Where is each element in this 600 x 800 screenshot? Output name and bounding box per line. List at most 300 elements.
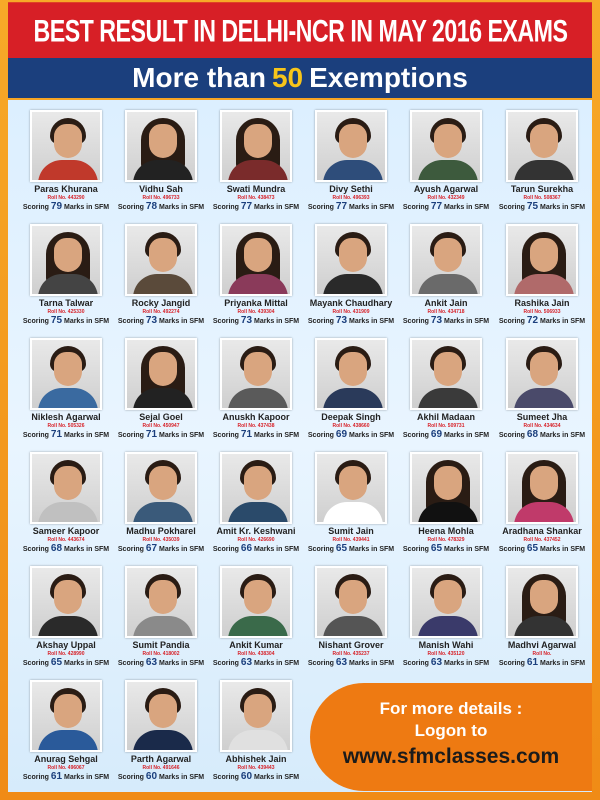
score-line (398, 543, 494, 555)
photo-face (149, 124, 177, 158)
student-card (494, 566, 590, 678)
student-photo (506, 110, 578, 182)
score-value: 71 (240, 429, 253, 440)
student-photo (30, 338, 102, 410)
score-prefix: Scoring (402, 204, 429, 211)
student-photo (410, 110, 482, 182)
score-value: 61 (50, 771, 63, 782)
student-card (494, 452, 590, 564)
student-card (208, 338, 304, 450)
student-photo (220, 110, 292, 182)
student-name: Akshay Uppal (36, 640, 96, 650)
student-card (18, 110, 114, 222)
score-suffix: Marks in SFM (158, 318, 205, 325)
roll-number: Roll No. 438473 (237, 195, 275, 201)
score-suffix: Marks in SFM (253, 546, 300, 553)
student-card (208, 566, 304, 678)
student-card (18, 566, 114, 678)
score-value: 78 (145, 201, 158, 212)
student-card (303, 338, 399, 450)
roll-number: Roll No. 435120 (427, 651, 465, 657)
student-name: Madhu Pokharel (126, 526, 196, 536)
score-suffix: Marks in SFM (539, 660, 586, 667)
student-photo (506, 452, 578, 524)
score-suffix: Marks in SFM (63, 660, 110, 667)
score-line (303, 543, 399, 555)
photo-face (434, 580, 462, 614)
score-value: 73 (240, 315, 253, 326)
student-card (208, 452, 304, 564)
roll-number: Roll No. 434634 (523, 423, 561, 429)
student-photo (410, 224, 482, 296)
photo-face (530, 238, 558, 272)
roll-number: Roll No. 418002 (142, 651, 180, 657)
score-value: 63 (335, 657, 348, 668)
photo-face (339, 124, 367, 158)
student-name: Parth Agarwal (130, 754, 192, 764)
student-card (208, 680, 304, 792)
score-suffix: Marks in SFM (158, 774, 205, 781)
student-photo (30, 110, 102, 182)
score-value: 61 (526, 657, 539, 668)
student-name: Akhil Madaan (416, 412, 475, 422)
photo-face (54, 694, 82, 728)
score-value: 75 (526, 201, 539, 212)
score-value: 69 (335, 429, 348, 440)
details-line-2: Logon to (414, 721, 488, 740)
student-photo (506, 338, 578, 410)
roll-number: Roll No. 443674 (47, 537, 85, 543)
roll-number: Roll No. 435039 (142, 537, 180, 543)
roll-number: Roll No. 492274 (142, 309, 180, 315)
score-value: 71 (145, 429, 158, 440)
score-line (113, 315, 209, 327)
score-prefix: Scoring (307, 204, 334, 211)
student-photo (30, 452, 102, 524)
score-prefix: Scoring (22, 774, 49, 781)
student-card (113, 566, 209, 678)
score-prefix: Scoring (212, 774, 239, 781)
score-prefix: Scoring (22, 204, 49, 211)
student-photo (125, 566, 197, 638)
student-photo (410, 338, 482, 410)
score-value: 77 (430, 201, 443, 212)
score-suffix: Marks in SFM (443, 660, 490, 667)
score-line (18, 429, 114, 441)
score-prefix: Scoring (22, 432, 49, 439)
score-prefix: Scoring (22, 660, 49, 667)
score-prefix: Scoring (498, 432, 525, 439)
roll-number: Roll No. 506933 (523, 309, 561, 315)
score-suffix: Marks in SFM (348, 318, 395, 325)
score-suffix: Marks in SFM (443, 432, 490, 439)
roll-number: Roll No. 491646 (142, 765, 180, 771)
score-line (113, 201, 209, 213)
subheadline-prefix: More than (132, 62, 266, 93)
photo-face (244, 694, 272, 728)
score-value: 65 (50, 657, 63, 668)
score-prefix: Scoring (117, 774, 144, 781)
student-photo (125, 110, 197, 182)
score-value: 60 (145, 771, 158, 782)
photo-face (434, 352, 462, 386)
score-suffix: Marks in SFM (253, 432, 300, 439)
student-name: Sameer Kapoor (32, 526, 100, 536)
student-photo (125, 338, 197, 410)
roll-number: Roll No. 443290 (47, 195, 85, 201)
student-card (494, 338, 590, 450)
student-name: Tarna Talwar (38, 298, 94, 308)
photo-face (244, 238, 272, 272)
roll-number: Roll No. 439443 (237, 765, 275, 771)
student-photo (315, 566, 387, 638)
score-value: 63 (240, 657, 253, 668)
student-name: Sumit Pandia (132, 640, 190, 650)
student-name: Abhishek Jain (225, 754, 287, 764)
score-line (494, 429, 590, 441)
roll-number: Roll No. 439304 (237, 309, 275, 315)
score-prefix: Scoring (498, 204, 525, 211)
subheadline-banner (8, 58, 592, 98)
student-name: Sejal Goel (139, 412, 183, 422)
score-value: 79 (50, 201, 63, 212)
student-card (398, 566, 494, 678)
student-photo (220, 566, 292, 638)
score-prefix: Scoring (402, 432, 429, 439)
score-prefix: Scoring (498, 318, 525, 325)
student-name: Madhvi Agarwal (507, 640, 577, 650)
score-suffix: Marks in SFM (253, 660, 300, 667)
student-photo (125, 680, 197, 752)
score-suffix: Marks in SFM (443, 318, 490, 325)
student-photo (506, 566, 578, 638)
student-card (208, 224, 304, 336)
roll-number: Roll No. 478329 (427, 537, 465, 543)
score-suffix: Marks in SFM (443, 546, 490, 553)
score-line (494, 543, 590, 555)
score-prefix: Scoring (307, 432, 334, 439)
score-prefix: Scoring (117, 318, 144, 325)
student-photo (410, 566, 482, 638)
student-name: Sumit Jain (328, 526, 374, 536)
student-photo (315, 110, 387, 182)
score-suffix: Marks in SFM (253, 774, 300, 781)
student-name: Paras Khurana (34, 184, 98, 194)
student-card (494, 224, 590, 336)
student-name: Mayank Chaudhary (309, 298, 393, 308)
score-line (113, 771, 209, 783)
score-line (303, 201, 399, 213)
score-value: 65 (430, 543, 443, 554)
score-suffix: Marks in SFM (63, 546, 110, 553)
score-value: 73 (335, 315, 348, 326)
exemption-count: 50 (271, 62, 304, 93)
score-suffix: Marks in SFM (539, 204, 586, 211)
score-prefix: Scoring (307, 546, 334, 553)
student-card (398, 452, 494, 564)
score-value: 72 (526, 315, 539, 326)
score-value: 77 (240, 201, 253, 212)
photo-face (54, 124, 82, 158)
student-photo (315, 452, 387, 524)
score-value: 73 (145, 315, 158, 326)
score-prefix: Scoring (117, 432, 144, 439)
student-name: Anurag Sehgal (34, 754, 98, 764)
roll-number: Roll No. 496393 (332, 195, 370, 201)
subheadline-suffix: Exemptions (309, 62, 468, 93)
student-name: Niklesh Agarwal (31, 412, 101, 422)
score-line (208, 429, 304, 441)
score-line (303, 315, 399, 327)
roll-number: Roll No. 426690 (237, 537, 275, 543)
student-photo (30, 680, 102, 752)
score-suffix: Marks in SFM (253, 204, 300, 211)
photo-face (339, 466, 367, 500)
score-line (208, 201, 304, 213)
student-name: Ankit Kumar (229, 640, 283, 650)
student-card (208, 110, 304, 222)
student-photo (315, 224, 387, 296)
student-card (398, 224, 494, 336)
photo-face (530, 466, 558, 500)
score-line (18, 543, 114, 555)
score-value: 77 (335, 201, 348, 212)
details-line-1: For more details : (379, 699, 523, 718)
student-name: Priyanka Mittal (224, 298, 288, 308)
score-prefix: Scoring (22, 318, 49, 325)
student-name: Ayush Agarwal (413, 184, 479, 194)
photo-face (244, 580, 272, 614)
student-photo (410, 452, 482, 524)
student-card (18, 680, 114, 792)
student-photo (220, 680, 292, 752)
student-name: Rashika Jain (514, 298, 570, 308)
score-prefix: Scoring (402, 318, 429, 325)
score-value: 63 (430, 657, 443, 668)
student-card (303, 452, 399, 564)
photo-face (434, 124, 462, 158)
website-link[interactable]: www.sfmclasses.com (342, 745, 560, 768)
score-line (303, 657, 399, 669)
score-suffix: Marks in SFM (158, 204, 205, 211)
photo-face (530, 352, 558, 386)
roll-number: Roll No. 434718 (427, 309, 465, 315)
score-line (208, 657, 304, 669)
score-suffix: Marks in SFM (539, 432, 586, 439)
headline-title: BEST RESULT IN DELHI-NCR IN MAY 2016 EXAMS (33, 13, 568, 48)
photo-face (54, 352, 82, 386)
score-value: 68 (526, 429, 539, 440)
score-value: 75 (50, 315, 63, 326)
score-line (208, 543, 304, 555)
score-prefix: Scoring (212, 204, 239, 211)
photo-face (244, 466, 272, 500)
roll-number: Roll No. 431909 (332, 309, 370, 315)
student-name: Sumeet Jha (516, 412, 568, 422)
student-card (113, 224, 209, 336)
student-card (398, 110, 494, 222)
roll-number: Roll No. 437452 (523, 537, 561, 543)
photo-face (530, 124, 558, 158)
roll-number: Roll No. 439441 (332, 537, 370, 543)
score-prefix: Scoring (498, 546, 525, 553)
photo-face (339, 352, 367, 386)
more-details-box (310, 683, 592, 791)
photo-face (149, 466, 177, 500)
photo-face (530, 580, 558, 614)
student-card (18, 338, 114, 450)
student-photo (125, 224, 197, 296)
roll-number: Roll No. 437438 (237, 423, 275, 429)
student-name: Manish Wahi (418, 640, 474, 650)
student-name: Vidhu Sah (139, 184, 183, 194)
score-value: 67 (145, 543, 158, 554)
student-card (113, 338, 209, 450)
score-prefix: Scoring (117, 546, 144, 553)
headline-banner (8, 2, 592, 60)
student-card (303, 224, 399, 336)
student-photo (220, 224, 292, 296)
score-line (18, 315, 114, 327)
score-value: 73 (430, 315, 443, 326)
photo-face (339, 580, 367, 614)
student-card (113, 680, 209, 792)
student-photo (125, 452, 197, 524)
score-prefix: Scoring (212, 318, 239, 325)
score-suffix: Marks in SFM (63, 774, 110, 781)
student-name: Swati Mundra (226, 184, 286, 194)
score-line (208, 315, 304, 327)
score-prefix: Scoring (22, 546, 49, 553)
photo-face (149, 580, 177, 614)
student-name: Deepak Singh (321, 412, 381, 422)
photo-face (54, 580, 82, 614)
student-name: Rocky Jangid (131, 298, 191, 308)
score-suffix: Marks in SFM (443, 204, 490, 211)
student-photo (315, 338, 387, 410)
roll-number: Roll No. 438304 (237, 651, 275, 657)
score-suffix: Marks in SFM (348, 204, 395, 211)
score-suffix: Marks in SFM (158, 660, 205, 667)
score-prefix: Scoring (212, 432, 239, 439)
score-line (398, 657, 494, 669)
student-photo (30, 566, 102, 638)
student-card (18, 452, 114, 564)
score-line (18, 657, 114, 669)
roll-number: Roll No. 425330 (47, 309, 85, 315)
score-line (113, 657, 209, 669)
student-card (18, 224, 114, 336)
photo-face (149, 238, 177, 272)
score-line (398, 315, 494, 327)
score-suffix: Marks in SFM (348, 432, 395, 439)
student-name: Ankit Jain (424, 298, 468, 308)
student-name: Heena Mohla (418, 526, 474, 536)
roll-number: Roll No. 428990 (47, 651, 85, 657)
photo-face (434, 466, 462, 500)
roll-number: Roll No. 450947 (142, 423, 180, 429)
student-photo (220, 452, 292, 524)
score-suffix: Marks in SFM (158, 432, 205, 439)
score-prefix: Scoring (117, 204, 144, 211)
score-prefix: Scoring (117, 660, 144, 667)
score-prefix: Scoring (402, 660, 429, 667)
photo-face (339, 238, 367, 272)
score-suffix: Marks in SFM (348, 546, 395, 553)
score-prefix: Scoring (498, 660, 525, 667)
photo-face (244, 124, 272, 158)
score-value: 66 (240, 543, 253, 554)
student-card (303, 566, 399, 678)
score-line (18, 201, 114, 213)
score-prefix: Scoring (307, 660, 334, 667)
photo-face (54, 466, 82, 500)
roll-number: Roll No. (532, 651, 552, 657)
photo-face (149, 694, 177, 728)
roll-number: Roll No. 496067 (47, 765, 85, 771)
student-name: Divy Sethi (329, 184, 373, 194)
score-line (494, 657, 590, 669)
score-suffix: Marks in SFM (539, 318, 586, 325)
score-value: 63 (145, 657, 158, 668)
roll-number: Roll No. 508367 (523, 195, 561, 201)
student-photo (220, 338, 292, 410)
score-prefix: Scoring (212, 660, 239, 667)
student-name: Aradhana Shankar (502, 526, 582, 536)
score-line (494, 315, 590, 327)
roll-number: Roll No. 496733 (142, 195, 180, 201)
photo-face (54, 238, 82, 272)
student-name: Tarun Surekha (510, 184, 574, 194)
roll-number: Roll No. 435237 (332, 651, 370, 657)
score-prefix: Scoring (212, 546, 239, 553)
score-line (398, 429, 494, 441)
score-line (398, 201, 494, 213)
score-value: 65 (526, 543, 539, 554)
photo-face (434, 238, 462, 272)
score-value: 69 (430, 429, 443, 440)
score-line (113, 429, 209, 441)
score-line (18, 771, 114, 783)
score-suffix: Marks in SFM (63, 318, 110, 325)
score-prefix: Scoring (307, 318, 334, 325)
score-value: 65 (335, 543, 348, 554)
roll-number: Roll No. 509731 (427, 423, 465, 429)
score-suffix: Marks in SFM (63, 204, 110, 211)
student-card (494, 110, 590, 222)
roll-number: Roll No. 505326 (47, 423, 85, 429)
score-value: 71 (50, 429, 63, 440)
photo-face (149, 352, 177, 386)
student-card (113, 110, 209, 222)
roll-number: Roll No. 432349 (427, 195, 465, 201)
student-card (398, 338, 494, 450)
student-name: Nishant Grover (318, 640, 384, 650)
score-value: 60 (240, 771, 253, 782)
student-name: Anuskh Kapoor (222, 412, 290, 422)
student-photo (506, 224, 578, 296)
score-suffix: Marks in SFM (63, 432, 110, 439)
photo-face (244, 352, 272, 386)
student-name: Amit Kr. Keshwani (216, 526, 296, 536)
roll-number: Roll No. 438660 (332, 423, 370, 429)
student-card (303, 110, 399, 222)
score-suffix: Marks in SFM (253, 318, 300, 325)
student-photo (30, 224, 102, 296)
student-card (113, 452, 209, 564)
score-prefix: Scoring (402, 546, 429, 553)
score-line (208, 771, 304, 783)
